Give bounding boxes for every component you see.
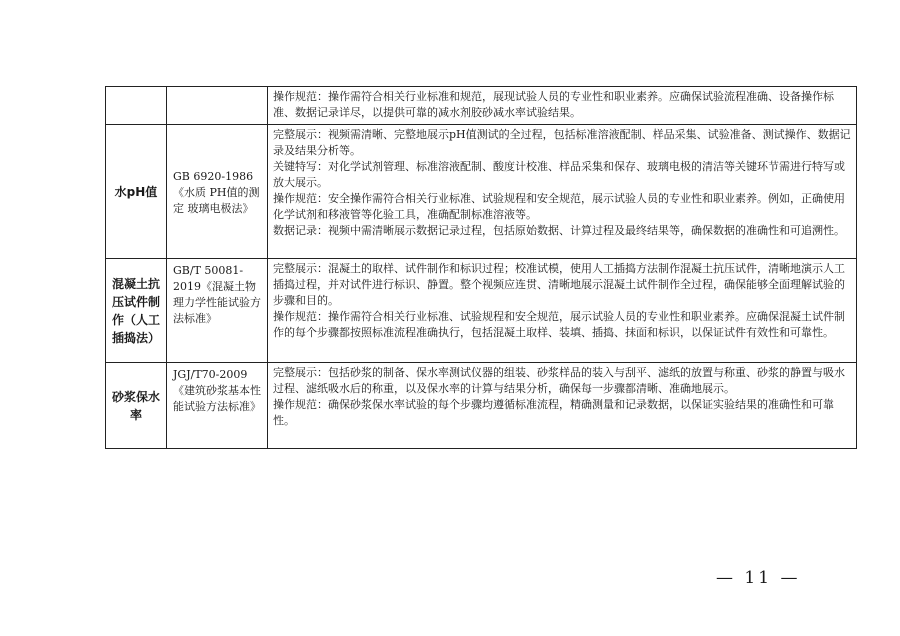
table-row [106, 363, 857, 449]
table-row [106, 125, 857, 259]
item-name-cell [106, 125, 167, 259]
requirement-text: 完整展示：视频需清晰、完整地展示pH值测试的全过程，包括标准溶液配制、样品采集、试验准备、测试操作、数据记录及结果分析等。 [273, 128, 851, 157]
requirement-text: 完整展示：混凝土的取样、试件制作和标识过程；校准试模，使用人工插捣方法制作混凝土抗压试件，清晰地演示人工插捣过程，并对试件进行标识、静置。整个视频应连贯、清晰地展示混凝土试件制作全过程，确保能够全面理解试验的步骤和目的。 [273, 262, 845, 307]
item-name: 砂浆保水率 [111, 389, 160, 422]
requirements-cell [268, 363, 857, 449]
requirements-cell [268, 87, 857, 125]
item-name-cell [106, 87, 167, 125]
requirement-text: 关键特写：对化学试剂管理、标准溶液配制、酸度计校准、样品采集和保存、玻璃电极的清洁等关键环节需进行特写或放大展示。 [273, 160, 845, 189]
item-name-cell [106, 363, 167, 449]
standard-cell [167, 363, 268, 449]
requirement-text: 完整展示：包括砂浆的制备、保水率测试仪器的组装、砂浆样品的装入与刮平、滤纸的放置与称重、砂浆的静置与吸水过程、滤纸吸水后的称重，以及保水率的计算与结果分析，确保每一步骤都清晰、准确地展示。 [273, 366, 845, 395]
standard-text: GB 6920-1986《水质 PH值的测定 玻璃电极法》 [173, 169, 260, 215]
standard-text: JGJ/T70-2009《建筑砂浆基本性能试验方法标准》 [173, 368, 261, 413]
requirement-text: 操作规范：操作需符合相关行业标准、试验规程和安全规范，展示试验人员的专业性和职业素养。应确保混凝土试件制作的每个步骤都按照标准流程准确执行，包括混凝土取样、装填、插捣、抹面和标识，以保证试件有效性和可靠性。 [273, 310, 845, 339]
table-row [106, 259, 857, 363]
page-number: — 11 — [716, 568, 801, 588]
standard-text: GB/T 50081-2019《混凝土物理力学性能试验方法标准》 [173, 264, 261, 325]
standard-cell [167, 125, 268, 259]
item-name: 混凝土抗压试件制作（人工插捣法） [111, 276, 160, 345]
requirements-cell [268, 125, 857, 259]
standard-cell [167, 87, 268, 125]
item-name: 水pH值 [114, 184, 158, 199]
requirement-text: 操作规范：安全操作需符合相关行业标准、试验规程和安全规范，展示试验人员的专业性和职业素养。例如，正确使用化学试剂和移液管等化验工具，准确配制标准溶液等。 [273, 192, 845, 221]
table-row [106, 87, 857, 125]
standard-text [167, 87, 267, 93]
standard-cell [167, 259, 268, 363]
requirement-text: 操作规范：操作需符合相关行业标准和规范，展现试验人员的专业性和职业素养。应确保试验流程准确、设备操作标准、数据记录详尽，以提供可靠的减水剂胶砂减水率试验结果。 [273, 90, 834, 119]
requirement-text: 操作规范：确保砂浆保水率试验的每个步骤均遵循标准流程，精确测量和记录数据，以保证实验结果的准确性和可靠性。 [273, 398, 834, 427]
item-name-cell [106, 259, 167, 363]
requirement-text: 数据记录：视频中需清晰展示数据记录过程，包括原始数据、计算过程及最终结果等，确保数据的准确性和可追溯性。 [273, 224, 845, 237]
spec-table [105, 86, 857, 449]
requirements-cell [268, 259, 857, 363]
